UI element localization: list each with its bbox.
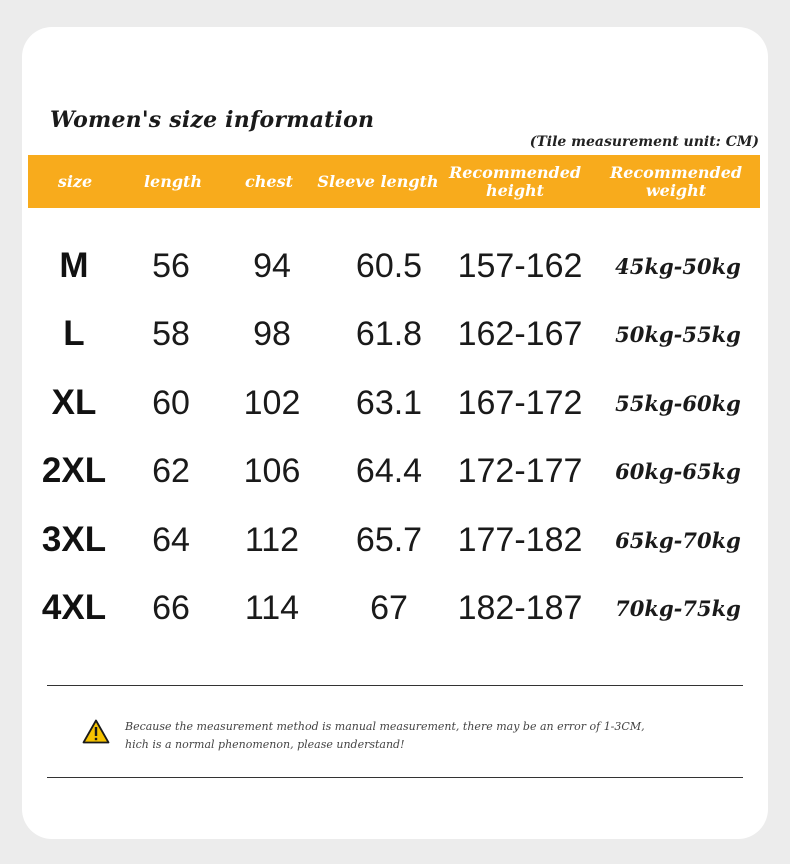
length-cell: 60 <box>152 383 190 422</box>
warning-triangle-icon <box>82 719 110 744</box>
size-cell: 2XL <box>41 451 107 490</box>
divider-top <box>47 685 743 686</box>
weight-cell: 70kg-75kg <box>615 595 741 621</box>
unit-note: (Tile measurement unit: CM) <box>529 134 759 150</box>
chest-cell: 102 <box>243 383 301 422</box>
height-cell: 157-162 <box>457 246 583 285</box>
header-sleeve-length: Sleeve length <box>317 171 439 191</box>
weight-cell: 65kg-70kg <box>615 527 741 553</box>
sleeve-cell: 65.7 <box>355 520 423 559</box>
weight-cell: 50kg-55kg <box>615 321 741 347</box>
header-size: size <box>57 171 93 191</box>
header-weight-line2: weight <box>645 180 707 200</box>
height-cell: 177-182 <box>457 520 583 559</box>
weight-cell: 45kg-50kg <box>615 253 741 279</box>
sleeve-cell: 61.8 <box>355 314 423 353</box>
length-cell: 58 <box>152 314 190 353</box>
header-chest: chest <box>245 171 293 191</box>
page-title: Women's size information <box>50 107 375 133</box>
header-recommended-weight <box>606 155 746 208</box>
size-cell: 4XL <box>41 588 107 627</box>
header-length: length <box>143 171 203 191</box>
chest-cell: 114 <box>244 588 300 627</box>
chest-cell: 98 <box>253 314 291 353</box>
chest-cell: 94 <box>253 246 291 285</box>
length-cell: 66 <box>152 588 190 627</box>
sleeve-cell: 64.4 <box>355 451 423 490</box>
size-cell: M <box>59 246 89 285</box>
weight-cell: 60kg-65kg <box>615 458 741 484</box>
measurement-notice <box>125 718 725 754</box>
table-row <box>0 578 790 638</box>
table-header <box>28 155 760 208</box>
table-row <box>0 236 790 296</box>
height-cell: 167-172 <box>457 383 583 422</box>
chest-cell: 112 <box>244 520 300 559</box>
header-height-line2: height <box>485 180 545 200</box>
size-cell: L <box>63 314 85 353</box>
length-cell: 62 <box>152 451 190 490</box>
sleeve-cell: 60.5 <box>355 246 423 285</box>
table-row <box>0 510 790 570</box>
sleeve-cell: 63.1 <box>355 383 423 422</box>
height-cell: 182-187 <box>457 588 583 627</box>
header-recommended-height <box>444 155 586 208</box>
height-cell: 162-167 <box>457 314 583 353</box>
table-row <box>0 441 790 501</box>
table-row <box>0 373 790 433</box>
length-cell: 56 <box>152 246 190 285</box>
divider-bottom <box>47 777 743 778</box>
size-cell: 3XL <box>41 520 107 559</box>
header-weight-line1: Recommended <box>609 162 743 182</box>
notice-line-1: Because the measurement method is manual measurement, there may be an error of 1-3CM, <box>125 720 645 733</box>
header-height-line1: Recommended <box>448 162 582 182</box>
weight-cell: 55kg-60kg <box>615 390 741 416</box>
size-cell: XL <box>51 383 97 422</box>
sleeve-cell: 67 <box>370 588 408 627</box>
height-cell: 172-177 <box>457 451 583 490</box>
chest-cell: 106 <box>243 451 301 490</box>
length-cell: 64 <box>152 520 190 559</box>
table-row <box>0 304 790 364</box>
notice-line-2: hich is a normal phenomenon, please understand! <box>125 738 405 751</box>
